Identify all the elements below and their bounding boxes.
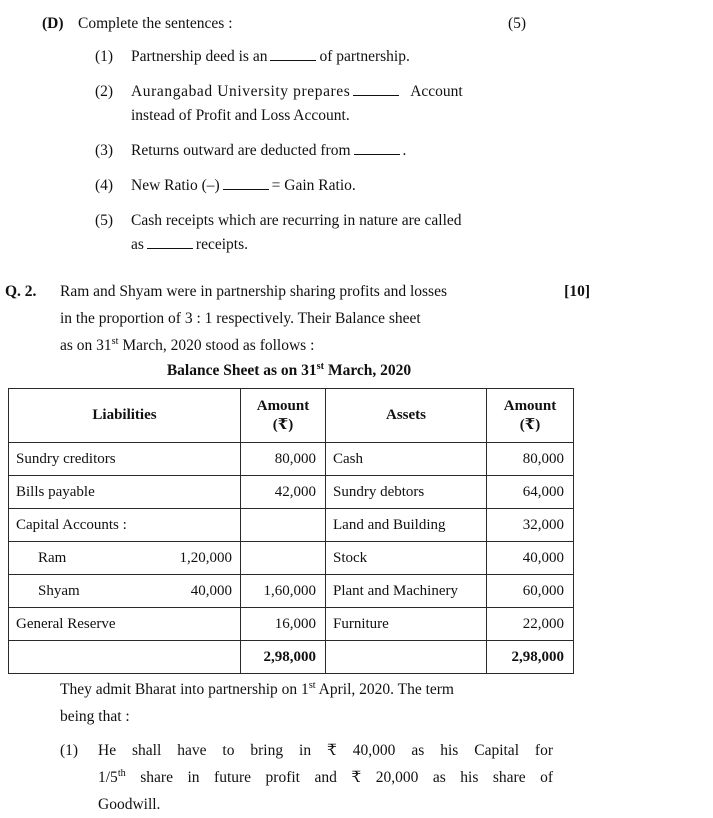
cell-asset: Furniture: [326, 608, 487, 641]
table-row: [9, 542, 574, 575]
item-text-pre: Cash receipts which are recurring in nature are called: [131, 212, 462, 229]
liability-name: General Reserve: [16, 615, 116, 632]
ordinal-suffix: st: [308, 679, 316, 691]
cell-total-asset-amount: 2,98,000: [487, 641, 574, 674]
question-2-line3: [60, 332, 590, 359]
question-2-line3-pre: as on 31: [60, 337, 112, 354]
closing-list-item: [60, 737, 553, 818]
item-text-pre: New Ratio (–): [131, 177, 220, 194]
list-item: [0, 80, 713, 128]
ordinal-suffix: st: [316, 360, 325, 372]
table-row: [9, 608, 574, 641]
item-text-post: .: [402, 142, 407, 159]
item-text-post: Account: [410, 83, 463, 100]
closing-item-line3: Goodwill.: [98, 796, 161, 813]
cell-asset-amount: 22,000: [487, 608, 574, 641]
item-number: (1): [95, 48, 114, 65]
question-2-body: [60, 278, 590, 359]
fill-blank: [147, 235, 193, 249]
cell-asset-amount: 80,000: [487, 443, 574, 476]
cell-liability-amount: 42,000: [241, 476, 326, 509]
section-d: [0, 10, 713, 268]
balance-sheet-table: [8, 388, 574, 674]
item-number: (3): [95, 142, 114, 159]
table-total-row: [9, 641, 574, 674]
table-header-row: [9, 389, 574, 443]
cell-asset: Plant and Machinery: [326, 575, 487, 608]
cell-asset-amount: 60,000: [487, 575, 574, 608]
table-body: [9, 443, 574, 674]
table-row: [9, 575, 574, 608]
column-header-amount-label: Amount: [503, 397, 557, 414]
closing-line1-post: April, 2020. The term: [315, 681, 454, 698]
section-d-items: [0, 45, 713, 257]
cell-total-asset-label: [326, 641, 487, 674]
liability-name: Capital Accounts :: [16, 516, 127, 533]
column-header-assets: Assets: [326, 389, 487, 443]
cell-asset: Cash: [326, 443, 487, 476]
question-2-marks: [10]: [564, 283, 590, 300]
cell-liability: [9, 608, 241, 641]
cell-liability: [9, 509, 241, 542]
question-2: [0, 278, 713, 359]
liability-inner: [9, 550, 240, 567]
closing-line1-pre: They admit Bharat into partnership on 1: [60, 681, 309, 698]
liability-inner: [9, 616, 240, 633]
column-header-liabilities: Liabilities: [9, 389, 241, 443]
balance-sheet-title-post: March, 2020: [324, 362, 412, 379]
item-text-pre: Aurangabad University prepares: [131, 83, 351, 100]
item-text-line2: instead of Profit and Loss Account.: [131, 107, 350, 124]
ordinal-suffix: th: [117, 767, 126, 779]
table-header: [9, 389, 574, 443]
closing-paragraph: [60, 676, 515, 730]
closing-item-line2: [98, 764, 553, 791]
fill-blank: [270, 47, 316, 61]
cell-total-liability-amount: 2,98,000: [241, 641, 326, 674]
item-text-line2-post: receipts.: [195, 236, 248, 253]
fill-blank: [353, 82, 399, 96]
cell-asset-amount: 32,000: [487, 509, 574, 542]
liability-inner: [9, 583, 240, 600]
fill-blank: [354, 141, 400, 155]
liability-inner: [9, 484, 240, 501]
column-header-amount-liabilities: [241, 389, 326, 443]
question-2-line1: Ram and Shyam were in partnership sharing profits and losses: [60, 283, 447, 300]
cell-liability-amount: [241, 509, 326, 542]
cell-asset-amount: 64,000: [487, 476, 574, 509]
question-2-line2: in the proportion of 3 : 1 respectively. Their Balance sheet: [60, 310, 421, 327]
closing-item-line2-post: share in future profit and ₹ 20,000 as his share of: [125, 769, 553, 786]
item-text-post: of partnership.: [319, 48, 410, 65]
balance-sheet-title-pre: Balance Sheet as on 31: [166, 362, 317, 379]
cell-liability: [9, 443, 241, 476]
cell-asset: Land and Building: [326, 509, 487, 542]
liability-name: Sundry creditors: [16, 450, 116, 467]
list-item: [0, 45, 713, 69]
liability-inner: [9, 517, 240, 534]
cell-asset: Stock: [326, 542, 487, 575]
cell-liability-amount: 1,60,000: [241, 575, 326, 608]
column-header-amount-label: Amount: [256, 397, 310, 414]
cell-liability: [9, 575, 241, 608]
closing-section: [0, 676, 713, 818]
question-2-line3-post: March, 2020 stood as follows :: [118, 337, 315, 354]
item-number: (2): [95, 83, 114, 100]
question-2-line1-row: [60, 278, 590, 305]
list-item: [0, 174, 713, 198]
section-d-letter: (D): [42, 15, 64, 32]
cell-total-liability-label: [9, 641, 241, 674]
rupee-symbol-icon: (₹): [272, 416, 294, 433]
item-text-pre: Returns outward are deducted from: [131, 142, 351, 159]
closing-item-line1: He shall have to bring in ₹ 40,000 as his Capital for: [98, 742, 553, 759]
item-text-line2-pre: as: [131, 236, 144, 253]
cell-liability-amount: 80,000: [241, 443, 326, 476]
cell-asset: Sundry debtors: [326, 476, 487, 509]
liability-inner: [9, 451, 240, 468]
list-item: [0, 209, 713, 257]
section-d-marks: (5): [508, 15, 527, 32]
item-text-pre: Partnership deed is an: [131, 48, 268, 65]
closing-line2: being that :: [60, 708, 130, 725]
question-number: Q. 2.: [5, 283, 37, 300]
table-row: [9, 509, 574, 542]
cell-liability: [9, 542, 241, 575]
item-number: (4): [95, 177, 114, 194]
balance-sheet-title: [0, 362, 713, 380]
liability-sub-amount: 40,000: [190, 582, 232, 599]
cell-asset-amount: 40,000: [487, 542, 574, 575]
list-item: [0, 139, 713, 163]
section-d-heading: Complete the sentences :: [78, 15, 233, 32]
table-row: [9, 476, 574, 509]
section-d-heading-row: [0, 10, 713, 37]
liability-name: Ram: [38, 549, 67, 566]
liability-name: Shyam: [38, 582, 80, 599]
column-header-amount-assets: [487, 389, 574, 443]
liability-sub-amount: 1,20,000: [179, 549, 232, 566]
fill-blank: [223, 176, 269, 190]
table-row: [9, 443, 574, 476]
item-number: (1): [60, 742, 79, 759]
cell-liability-amount: [241, 542, 326, 575]
fraction-text: 1/5: [98, 769, 118, 786]
cell-liability-amount: 16,000: [241, 608, 326, 641]
rupee-symbol-icon: (₹): [519, 416, 541, 433]
liability-name: Bills payable: [16, 483, 95, 500]
ordinal-suffix: st: [111, 335, 119, 347]
item-text-post: = Gain Ratio.: [271, 177, 356, 194]
cell-liability: [9, 476, 241, 509]
item-number: (5): [95, 212, 114, 229]
